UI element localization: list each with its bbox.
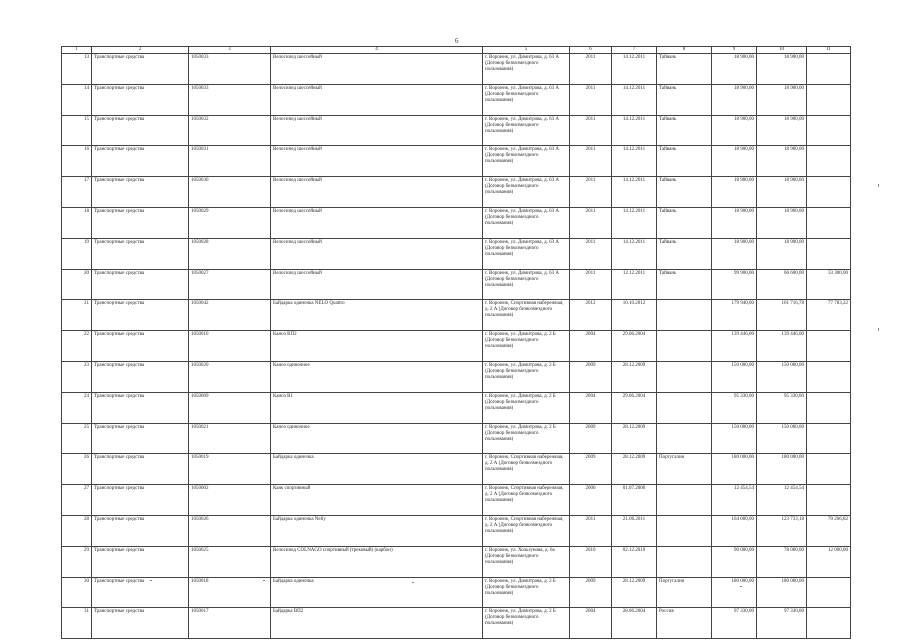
asset-name-cell: Каяк спортивный [271, 485, 483, 516]
book-value-cell: 139 446,00 [712, 331, 757, 362]
location-address-cell: г. Воронеж, ул. Димитрова, д. 2 Б (Договор безвозмездного пользования) [483, 331, 570, 362]
country-of-origin-cell: Португалия [657, 454, 712, 485]
scan-speck [878, 328, 879, 331]
asset-category-cell: Транспортные средства [92, 54, 189, 85]
residual-value-cell: 70 266,82 [807, 515, 851, 546]
scan-speck [150, 580, 152, 581]
location-address-cell: г. Воронеж, ул. Димитрова, д. 63 А (Договор безвозмездного пользования) [483, 84, 570, 115]
country-of-origin-cell: Тайвань [657, 207, 712, 238]
depreciation-cell: 95 330,00 [757, 392, 807, 423]
book-value-cell: 18 900,00 [712, 54, 757, 85]
commission-date-cell: 14.12.2011 [612, 146, 657, 177]
inventory-number-cell: 1050031 [189, 146, 271, 177]
book-value-cell: 18 900,00 [712, 177, 757, 208]
commission-date-cell: 21.06.2011 [612, 515, 657, 546]
asset-name-cell: Каноэ одиночное [271, 361, 483, 392]
row-number-cell: 20 [62, 269, 92, 300]
table-row [62, 515, 851, 546]
depreciation-cell: 12 454,54 [757, 485, 807, 516]
asset-name-cell: Байдарка одиночка Nelly [271, 515, 483, 546]
location-address-cell: г. Воронеж, ул. Димитрова, д. 63 А (Договор безвозмездного пользования) [483, 238, 570, 269]
column-number-row [62, 47, 851, 54]
depreciation-cell: 18 900,00 [757, 115, 807, 146]
row-number-cell: 25 [62, 423, 92, 454]
row-number-cell: 22 [62, 331, 92, 362]
asset-name-cell: Байдарка ВП2 [271, 608, 483, 639]
inventory-number-cell: 1050042 [189, 300, 271, 331]
depreciation-cell: 150 000,00 [757, 361, 807, 392]
inventory-number-cell: 1050021 [189, 423, 271, 454]
asset-category-cell: Транспортные средства [92, 269, 189, 300]
year-made-cell: 2009 [570, 454, 612, 485]
table-row [62, 361, 851, 392]
location-address-cell: г. Воронеж, Спортивная набережная, д. 2 А (Договор безвозмездного пользования) [483, 485, 570, 516]
asset-category-cell: Транспортные средства [92, 207, 189, 238]
row-number-cell: 13 [62, 54, 92, 85]
location-address-cell: г. Воронеж, ул. Димитрова, д. 63 А (Договор безвозмездного пользования) [483, 177, 570, 208]
year-made-cell: 2000 [570, 485, 612, 516]
residual-value-cell [807, 54, 851, 85]
row-number-cell: 14 [62, 84, 92, 115]
book-value-cell: 95 330,00 [712, 392, 757, 423]
scan-speck [263, 580, 265, 581]
depreciation-cell: 101 716,78 [757, 300, 807, 331]
book-value-cell: 97 330,00 [712, 608, 757, 639]
commission-date-cell: 28.06.2004 [612, 608, 657, 639]
year-made-cell: 2004 [570, 331, 612, 362]
residual-value-cell [807, 361, 851, 392]
asset-category-cell: Транспортные средства [92, 331, 189, 362]
year-made-cell: 2004 [570, 608, 612, 639]
depreciation-cell: 18 900,00 [757, 146, 807, 177]
table-row [62, 608, 851, 639]
depreciation-cell: 18 900,00 [757, 84, 807, 115]
residual-value-cell [807, 115, 851, 146]
depreciation-cell: 66 600,00 [757, 269, 807, 300]
inventory-number-cell: 1050025 [189, 546, 271, 577]
book-value-cell: 150 000,00 [712, 423, 757, 454]
asset-name-cell: Каноэ одиночное [271, 423, 483, 454]
table-row [62, 423, 851, 454]
inventory-number-cell: 1050033 [189, 54, 271, 85]
residual-value-cell [807, 608, 851, 639]
scan-speck [740, 586, 742, 587]
asset-name-cell: Велосипед COLNAGO спортивный (трековый) (карбон) [271, 546, 483, 577]
asset-category-cell: Транспортные средства [92, 485, 189, 516]
scan-speck [878, 184, 879, 187]
residual-value-cell [807, 238, 851, 269]
country-of-origin-cell [657, 331, 712, 362]
asset-name-cell: Каноэ ВП2 [271, 331, 483, 362]
column-number-3: 3 [189, 47, 271, 54]
country-of-origin-cell [657, 546, 712, 577]
depreciation-cell: 180 000,00 [757, 577, 807, 608]
table-row [62, 546, 851, 577]
commission-date-cell: 28.12.2009 [612, 423, 657, 454]
row-number-cell: 17 [62, 177, 92, 208]
book-value-cell: 18 900,00 [712, 115, 757, 146]
inventory-number-cell: 1050020 [189, 361, 271, 392]
commission-date-cell: 14.12.2011 [612, 115, 657, 146]
residual-value-cell [807, 577, 851, 608]
year-made-cell: 2009 [570, 361, 612, 392]
inventory-number-cell: 1050009 [189, 392, 271, 423]
book-value-cell: 180 000,00 [712, 577, 757, 608]
country-of-origin-cell: Тайвань [657, 146, 712, 177]
row-number-cell: 18 [62, 207, 92, 238]
inventory-number-cell: 1050030 [189, 177, 271, 208]
commission-date-cell: 02.12.2010 [612, 546, 657, 577]
property-register-table [61, 46, 851, 639]
row-number-cell: 30 [62, 577, 92, 608]
year-made-cell: 2004 [570, 392, 612, 423]
location-address-cell: г. Воронеж, ул. Димитрова, д. 2 Б (Договор безвозмездного пользования) [483, 577, 570, 608]
asset-category-cell: Транспортные средства [92, 238, 189, 269]
asset-category-cell: Транспортные средства [92, 115, 189, 146]
book-value-cell: 150 000,00 [712, 361, 757, 392]
table-row [62, 577, 851, 608]
location-address-cell: г. Воронеж, ул. Димитрова, д. 2 Б (Договор безвозмездного пользования) [483, 392, 570, 423]
commission-date-cell: 10.10.2012 [612, 300, 657, 331]
year-made-cell: 2011 [570, 54, 612, 85]
country-of-origin-cell: Тайвань [657, 54, 712, 85]
book-value-cell: 18 900,00 [712, 238, 757, 269]
column-number-8: 8 [657, 47, 712, 54]
commission-date-cell: 14.12.2011 [612, 207, 657, 238]
year-made-cell: 2011 [570, 207, 612, 238]
residual-value-cell [807, 331, 851, 362]
inventory-number-cell: 1050018 [189, 577, 271, 608]
book-value-cell: 90 000,00 [712, 546, 757, 577]
column-number-11: 11 [807, 47, 851, 54]
column-number-5: 5 [483, 47, 570, 54]
row-number-cell: 29 [62, 546, 92, 577]
table-row [62, 392, 851, 423]
asset-name-cell: Байдарка одиночка [271, 454, 483, 485]
country-of-origin-cell: Португалия [657, 577, 712, 608]
book-value-cell: 179 940,00 [712, 300, 757, 331]
depreciation-cell: 18 900,00 [757, 54, 807, 85]
country-of-origin-cell [657, 361, 712, 392]
asset-name-cell: Велосипед шоссейный [271, 238, 483, 269]
asset-name-cell: Велосипед шоссейный [271, 84, 483, 115]
asset-name-cell: Байдарка одиночка NELO Quattro [271, 300, 483, 331]
location-address-cell: г. Воронеж, ул. Хользунова, д. 6а (Договор безвозмездного пользования) [483, 546, 570, 577]
commission-date-cell: 14.12.2011 [612, 84, 657, 115]
asset-category-cell: Транспортные средства [92, 392, 189, 423]
country-of-origin-cell [657, 485, 712, 516]
commission-date-cell: 01.07.2000 [612, 485, 657, 516]
depreciation-cell: 150 000,00 [757, 423, 807, 454]
year-made-cell: 2011 [570, 269, 612, 300]
row-number-cell: 23 [62, 361, 92, 392]
commission-date-cell: 14.12.2011 [612, 177, 657, 208]
country-of-origin-cell [657, 423, 712, 454]
year-made-cell: 2011 [570, 238, 612, 269]
year-made-cell: 2011 [570, 177, 612, 208]
residual-value-cell [807, 485, 851, 516]
book-value-cell: 180 000,00 [712, 454, 757, 485]
asset-category-cell: Транспортные средства [92, 423, 189, 454]
inventory-number-cell: 1050032 [189, 115, 271, 146]
table-row [62, 54, 851, 85]
country-of-origin-cell [657, 515, 712, 546]
year-made-cell: 2010 [570, 546, 612, 577]
inventory-number-cell: 1050017 [189, 608, 271, 639]
residual-value-cell [807, 177, 851, 208]
year-made-cell: 2011 [570, 515, 612, 546]
country-of-origin-cell: Россия [657, 608, 712, 639]
column-number-6: 6 [570, 47, 612, 54]
table-row [62, 269, 851, 300]
location-address-cell: г. Воронеж, ул. Димитрова, д. 2 Б (Договор безвозмездного пользования) [483, 423, 570, 454]
location-address-cell: г. Воронеж, Спортивная набережная, д. 2 А (Договор безвозмездного пользования) [483, 300, 570, 331]
depreciation-cell: 180 000,00 [757, 454, 807, 485]
year-made-cell: 2011 [570, 84, 612, 115]
location-address-cell: г. Воронеж, ул. Димитрова, д. 63 А (Договор безвозмездного пользования) [483, 54, 570, 85]
commission-date-cell: 28.12.2009 [612, 577, 657, 608]
commission-date-cell: 14.12.2011 [612, 54, 657, 85]
location-address-cell: г. Воронеж, ул. Димитрова, д. 63 А (Договор безвозмездного пользования) [483, 115, 570, 146]
year-made-cell: 2009 [570, 423, 612, 454]
row-number-cell: 16 [62, 146, 92, 177]
row-number-cell: 24 [62, 392, 92, 423]
table-row [62, 207, 851, 238]
residual-value-cell [807, 454, 851, 485]
country-of-origin-cell: Тайвань [657, 269, 712, 300]
asset-category-cell: Транспортные средства [92, 146, 189, 177]
commission-date-cell: 28.12.2009 [612, 361, 657, 392]
commission-date-cell: 29.06.2004 [612, 392, 657, 423]
asset-category-cell: Транспортные средства [92, 361, 189, 392]
year-made-cell: 2012 [570, 300, 612, 331]
inventory-number-cell: 1050026 [189, 515, 271, 546]
table-row [62, 454, 851, 485]
asset-name-cell: Велосипед шоссейный [271, 207, 483, 238]
inventory-number-cell: 1050028 [189, 238, 271, 269]
row-number-cell: 28 [62, 515, 92, 546]
book-value-cell: 18 900,00 [712, 207, 757, 238]
year-made-cell: 2011 [570, 115, 612, 146]
asset-name-cell: Каноэ В1 [271, 392, 483, 423]
inventory-number-cell: 1050019 [189, 454, 271, 485]
column-number-9: 9 [712, 47, 757, 54]
asset-name-cell: Велосипед шоссейный [271, 54, 483, 85]
book-value-cell: 12 454,54 [712, 485, 757, 516]
table-row [62, 84, 851, 115]
row-number-cell: 15 [62, 115, 92, 146]
column-number-2: 2 [92, 47, 189, 54]
book-value-cell: 18 900,00 [712, 84, 757, 115]
column-number-1: 1 [62, 47, 92, 54]
residual-value-cell [807, 392, 851, 423]
table-row [62, 177, 851, 208]
asset-category-cell: Транспортные средства [92, 577, 189, 608]
book-value-cell: 18 900,00 [712, 146, 757, 177]
commission-date-cell: 28.12.2009 [612, 454, 657, 485]
table-row [62, 331, 851, 362]
row-number-cell: 21 [62, 300, 92, 331]
table-row [62, 238, 851, 269]
asset-category-cell: Транспортные средства [92, 454, 189, 485]
asset-category-cell: Транспортные средства [92, 84, 189, 115]
residual-value-cell [807, 84, 851, 115]
year-made-cell: 2011 [570, 146, 612, 177]
table-row [62, 115, 851, 146]
book-value-cell: 99 900,00 [712, 269, 757, 300]
table-row [62, 485, 851, 516]
asset-category-cell: Транспортные средства [92, 177, 189, 208]
country-of-origin-cell: Тайвань [657, 84, 712, 115]
table-row [62, 300, 851, 331]
depreciation-cell: 123 733,18 [757, 515, 807, 546]
column-number-7: 7 [612, 47, 657, 54]
residual-value-cell [807, 146, 851, 177]
inventory-number-cell: 1050029 [189, 207, 271, 238]
country-of-origin-cell [657, 392, 712, 423]
depreciation-cell: 97 330,00 [757, 608, 807, 639]
residual-value-cell: 33 300,00 [807, 269, 851, 300]
asset-name-cell: Велосипед шоссейный [271, 177, 483, 208]
asset-name-cell: Велосипед шоссейный [271, 146, 483, 177]
year-made-cell: 2009 [570, 577, 612, 608]
commission-date-cell: 12.12.2011 [612, 269, 657, 300]
book-value-cell: 164 000,00 [712, 515, 757, 546]
column-number-10: 10 [757, 47, 807, 54]
asset-name-cell: Велосипед шоссейный [271, 115, 483, 146]
asset-category-cell: Транспортные средства [92, 515, 189, 546]
inventory-number-cell: 1050027 [189, 269, 271, 300]
location-address-cell: г. Воронеж, Спортивная набережная, д. 2 А (Договор безвозмездного пользования) [483, 454, 570, 485]
country-of-origin-cell: Тайвань [657, 238, 712, 269]
depreciation-cell: 78 000,00 [757, 546, 807, 577]
residual-value-cell [807, 423, 851, 454]
inventory-number-cell: 1050010 [189, 331, 271, 362]
asset-name-cell: Байдарка одиночка [271, 577, 483, 608]
row-number-cell: 19 [62, 238, 92, 269]
asset-name-cell: Велосипед шоссейный [271, 269, 483, 300]
depreciation-cell: 18 900,00 [757, 207, 807, 238]
row-number-cell: 26 [62, 454, 92, 485]
asset-category-cell: Транспортные средства [92, 546, 189, 577]
depreciation-cell: 18 900,00 [757, 177, 807, 208]
asset-category-cell: Транспортные средства [92, 608, 189, 639]
location-address-cell: г. Воронеж, ул. Димитрова, д. 63 А (Договор безвозмездного пользования) [483, 207, 570, 238]
asset-category-cell: Транспортные средства [92, 300, 189, 331]
table-row [62, 146, 851, 177]
column-number-4: 4 [271, 47, 483, 54]
location-address-cell: г. Воронеж, ул. Димитрова, д. 63 А (Договор безвозмездного пользования) [483, 269, 570, 300]
location-address-cell: г. Воронеж, Спортивная набережная, д. 2 А (Договор безвозмездного пользования) [483, 515, 570, 546]
residual-value-cell [807, 207, 851, 238]
page-number: 6 [455, 37, 459, 45]
residual-value-cell: 77 783,22 [807, 300, 851, 331]
residual-value-cell: 12 000,00 [807, 546, 851, 577]
country-of-origin-cell: Тайвань [657, 177, 712, 208]
commission-date-cell: 29.06.2004 [612, 331, 657, 362]
commission-date-cell: 14.12.2011 [612, 238, 657, 269]
row-number-cell: 31 [62, 608, 92, 639]
inventory-number-cell: 1050002 [189, 485, 271, 516]
row-number-cell: 27 [62, 485, 92, 516]
scan-speck [412, 582, 414, 583]
country-of-origin-cell [657, 300, 712, 331]
location-address-cell: г. Воронеж, ул. Димитрова, д. 63 А (Договор безвозмездного пользования) [483, 146, 570, 177]
inventory-number-cell: 1050033 [189, 84, 271, 115]
depreciation-cell: 18 900,00 [757, 238, 807, 269]
depreciation-cell: 139 446,00 [757, 331, 807, 362]
location-address-cell: г. Воронеж, ул. Димитрова, д. 2 Б (Договор безвозмездного пользования) [483, 608, 570, 639]
country-of-origin-cell: Тайвань [657, 115, 712, 146]
location-address-cell: г. Воронеж, ул. Димитрова, д. 2 Б (Договор безвозмездного пользования) [483, 361, 570, 392]
